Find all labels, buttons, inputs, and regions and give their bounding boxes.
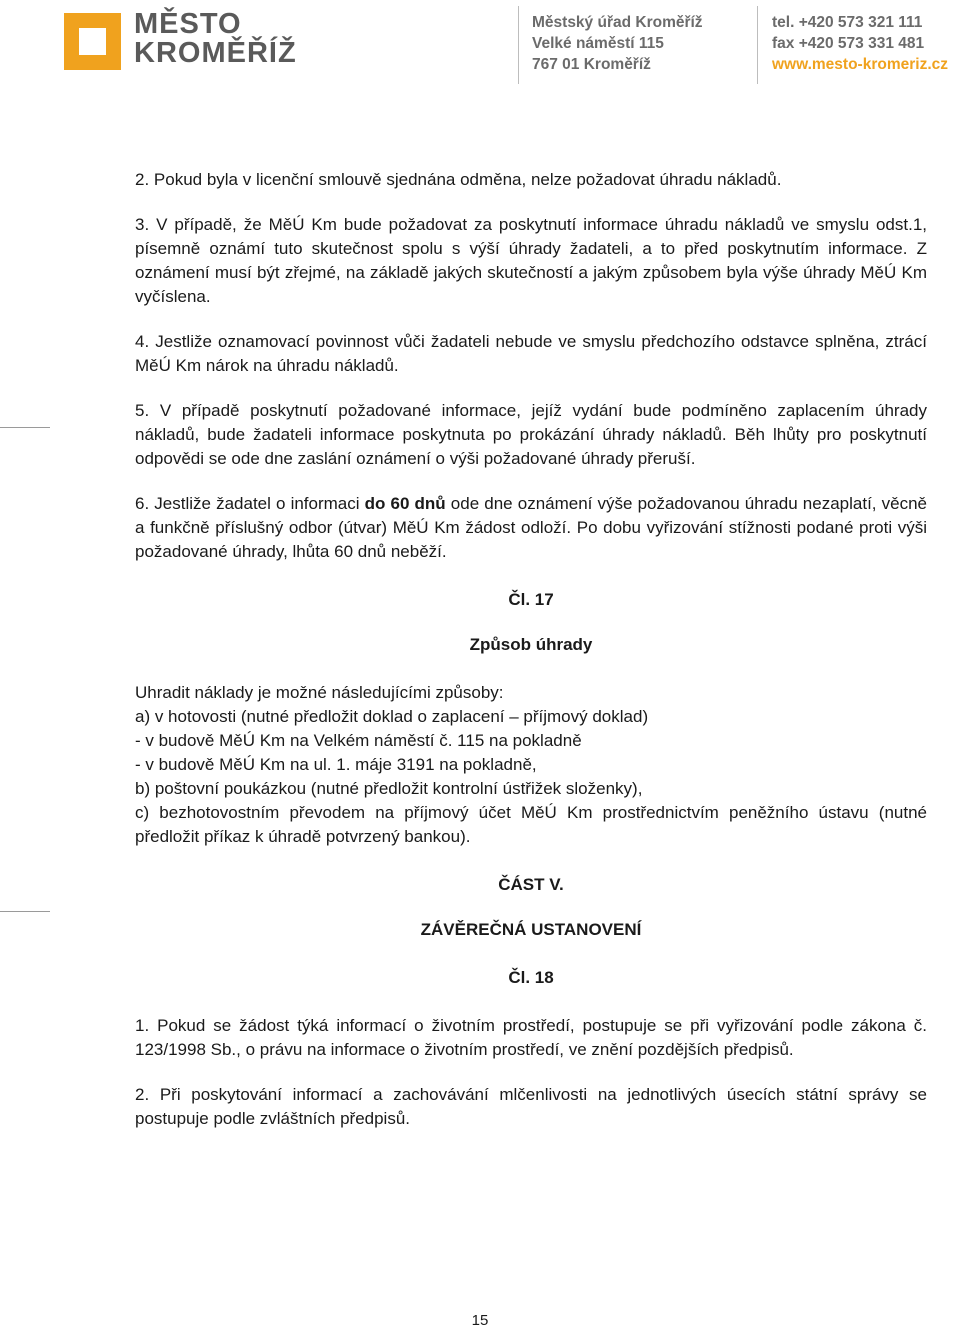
office-street: Velké náměstí 115	[532, 35, 664, 52]
p6-text-end: ode dne oznámení výše požadovanou úhradu nezaplatí, věcně a funkčně příslušný odbor (útvar) MěÚ Km žádost odloží. Po dobu vyřizování stížnosti podané proti výši požadované úhrady, lhůta 60 dnů neběží.	[135, 494, 927, 561]
logo-line-2: KROMĚŘÍŽ	[134, 37, 297, 69]
part-5-title: ZÁVĚREČNÁ USTANOVENÍ	[420, 920, 642, 939]
office-contacts	[772, 12, 948, 75]
logo-line-1: MĚSTO	[134, 8, 242, 40]
p6-text-start: 6. Jestliže žadatel o informaci	[135, 494, 365, 513]
website-link[interactable]: www.mesto-kromeriz.cz	[772, 56, 949, 73]
article-18-paragraph-2: 2. Při poskytování informací a zachovávání mlčenlivosti na jednotlivých úsecích státní správy se postupuje podle zvláštních předpisů.	[135, 1085, 927, 1128]
p6-deadline: do 60 dnů	[364, 494, 446, 513]
article-17-number: Čl. 17	[508, 590, 554, 609]
office-city: 767 01 Kroměříž	[532, 56, 651, 73]
city-square-logo-icon	[64, 13, 121, 70]
paragraph-3: 3. V případě, že MěÚ Km bude požadovat za poskytnutí informace úhradu nákladů ve smyslu odst.1, písemně oznámí tuto skutečnost spolu s výší úhrady žadateli, a to před poskytnutím informace. Z oznámení musí být zřejmé, na základě jakých skutečností a jakým způsobem byla výše úhrady MěÚ Km vyčíslena.	[135, 215, 927, 306]
page-number: 15	[471, 1312, 489, 1329]
payment-option-b: b) poštovní poukázkou (nutné předložit kontrolní ústřižek složenky),	[135, 779, 643, 798]
margin-fold-mark	[0, 911, 50, 912]
payment-option-c: c) bezhotovostním převodem na příjmový účet MěÚ Km prostřednictvím peněžního ústavu (nutné předložit příkaz k úhradě potvrzený bankou).	[135, 803, 927, 846]
paragraph-4: 4. Jestliže oznamovací povinnost vůči žadateli nebude ve smyslu předchozího odstavce splněna, ztrácí MěÚ Km nárok na úhradu nákladů.	[135, 332, 927, 375]
office-address	[532, 12, 703, 75]
fax-number: fax +420 573 331 481	[772, 35, 925, 52]
paragraph-5: 5. V případě poskytnutí požadované informace, jejíž vydání bude podmíněno zaplacením úhrady nákladů, bude žadateli informace poskytnuta po prokázání úhrady nákladů. Běh lhůty pro poskytnutí odpovědi se ode dne zaslání oznámení o výši požadované úhrady přeruší.	[135, 401, 927, 468]
payment-methods	[135, 681, 927, 849]
article-18-paragraph-1: 1. Pokud se žádost týká informací o životním prostředí, postupuje se při vyřizování podle zákona č. 123/1998 Sb., o právu na informace o životním prostředí, ve znění pozdějších předpisů.	[135, 1016, 927, 1059]
part-5-number: ČÁST V.	[498, 875, 564, 894]
header-divider	[757, 6, 758, 84]
article-18-number: Čl. 18	[508, 968, 554, 987]
paragraph-6	[135, 492, 927, 564]
payment-intro: Uhradit náklady je možné následujícími způsoby:	[135, 683, 504, 702]
city-logo-wordmark	[134, 10, 297, 68]
payment-option-a-location-1: - v budově MěÚ Km na Velkém náměstí č. 115 na pokladně	[135, 731, 582, 750]
document-body	[135, 168, 927, 1152]
article-17-title: Způsob úhrady	[469, 635, 593, 654]
phone-number: tel. +420 573 321 111	[772, 14, 923, 31]
letterhead	[0, 0, 960, 90]
margin-fold-mark	[0, 427, 50, 428]
header-divider	[518, 6, 519, 84]
office-name: Městský úřad Kroměříž	[532, 14, 703, 31]
payment-option-a: a) v hotovosti (nutné předložit doklad o zaplacení – příjmový doklad)	[135, 707, 649, 726]
paragraph-2: 2. Pokud byla v licenční smlouvě sjednána odměna, nelze požadovat úhradu nákladů.	[135, 170, 782, 189]
payment-option-a-location-2: - v budově MěÚ Km na ul. 1. máje 3191 na pokladně,	[135, 755, 537, 774]
